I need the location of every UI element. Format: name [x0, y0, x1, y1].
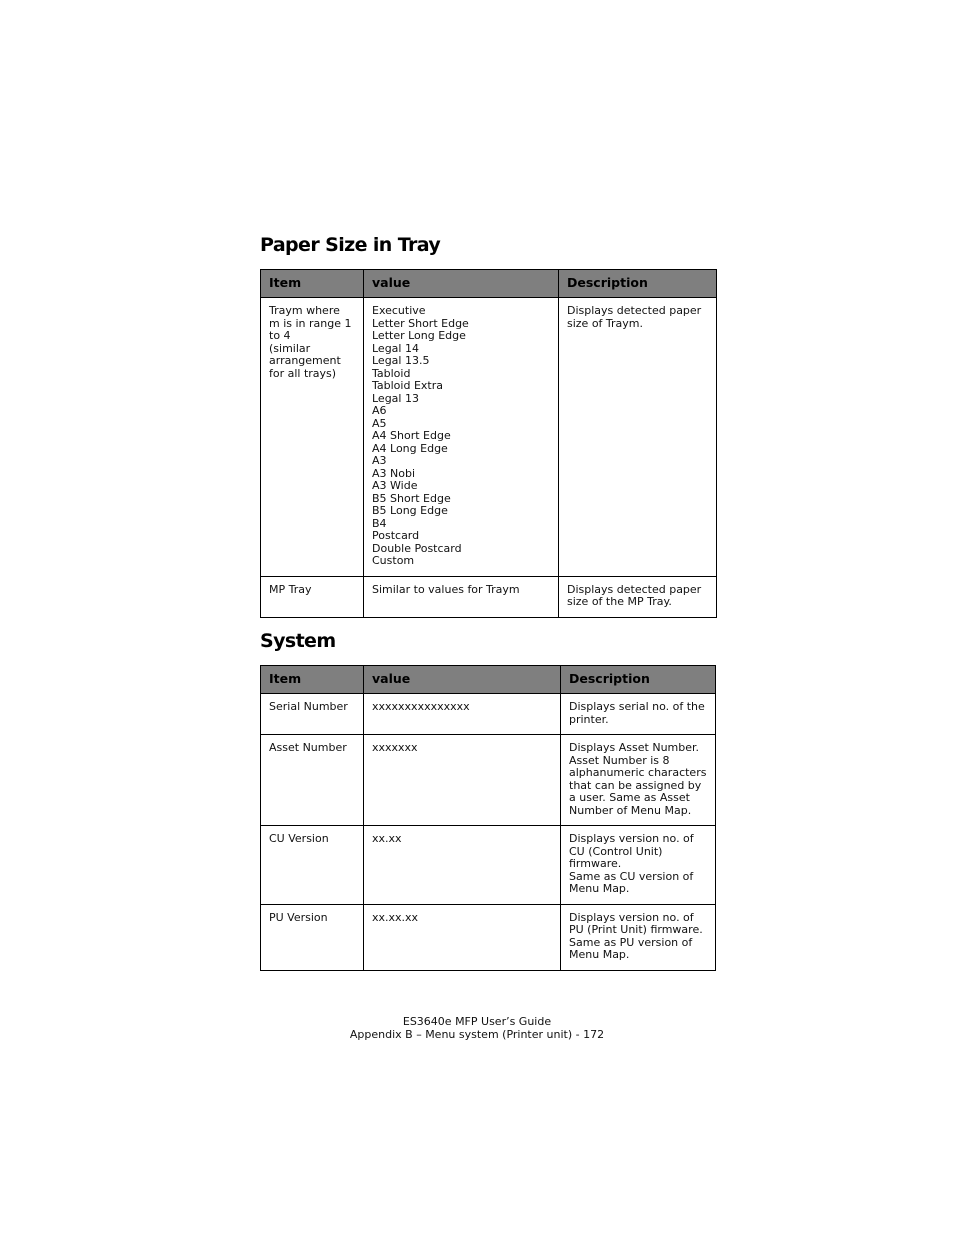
table-row	[261, 576, 717, 617]
cell-description: Displays detected paper size of Traym.	[559, 298, 717, 577]
cell-item: Asset Number	[261, 735, 364, 826]
cell-description: Displays Asset Number. Asset Number is 8 alphanumeric characters that can be assigned by a user. Same as Asset Number of Menu Map.	[561, 735, 716, 826]
footer-page-reference: Appendix B – Menu system (Printer unit) - 172	[349, 1028, 605, 1041]
cell-item: Traym where m is in range 1 to 4 (similar arrangement for all trays)	[261, 298, 364, 577]
cell-value: xx.xx.xx	[364, 904, 561, 970]
section-title-paper-size-in-tray: Paper Size in Tray	[260, 234, 441, 256]
column-header-value: value	[364, 666, 561, 694]
column-header-value: value	[364, 270, 559, 298]
system-table	[260, 665, 716, 971]
cell-value: Executive Letter Short Edge Letter Long Edge Legal 14 Legal 13.5 Tabloid Tabloid Extra Legal 13 A6 A5 A4 Short Edge A4 Long Edge A3 A3 Nobi A3 Wide B5 Short Edge B5 Long Edge B4 Postcard Double Postcard Custom	[364, 298, 559, 577]
cell-item: MP Tray	[261, 576, 364, 617]
table-header-row	[261, 270, 717, 298]
column-header-item: Item	[261, 270, 364, 298]
cell-description: Displays detected paper size of the MP Tray.	[559, 576, 717, 617]
cell-item: PU Version	[261, 904, 364, 970]
cell-description: Displays version no. of PU (Print Unit) firmware. Same as PU version of Menu Map.	[561, 904, 716, 970]
table-row	[261, 735, 716, 826]
cell-description: Displays version no. of CU (Control Unit) firmware. Same as CU version of Menu Map.	[561, 826, 716, 905]
cell-value: xxxxxxx	[364, 735, 561, 826]
column-header-item: Item	[261, 666, 364, 694]
cell-value: xxxxxxxxxxxxxxx	[364, 694, 561, 735]
cell-value: xx.xx	[364, 826, 561, 905]
table-row	[261, 298, 717, 577]
table-row	[261, 694, 716, 735]
paper-size-table	[260, 269, 717, 618]
cell-item: Serial Number	[261, 694, 364, 735]
cell-item: CU Version	[261, 826, 364, 905]
column-header-description: Description	[559, 270, 717, 298]
table-header-row	[261, 666, 716, 694]
cell-description: Displays serial no. of the printer.	[561, 694, 716, 735]
section-title-system: System	[260, 630, 336, 652]
table-row	[261, 826, 716, 905]
column-header-description: Description	[561, 666, 716, 694]
table-row	[261, 904, 716, 970]
footer-guide-title: ES3640e MFP User’s Guide	[402, 1015, 552, 1028]
cell-value: Similar to values for Traym	[364, 576, 559, 617]
